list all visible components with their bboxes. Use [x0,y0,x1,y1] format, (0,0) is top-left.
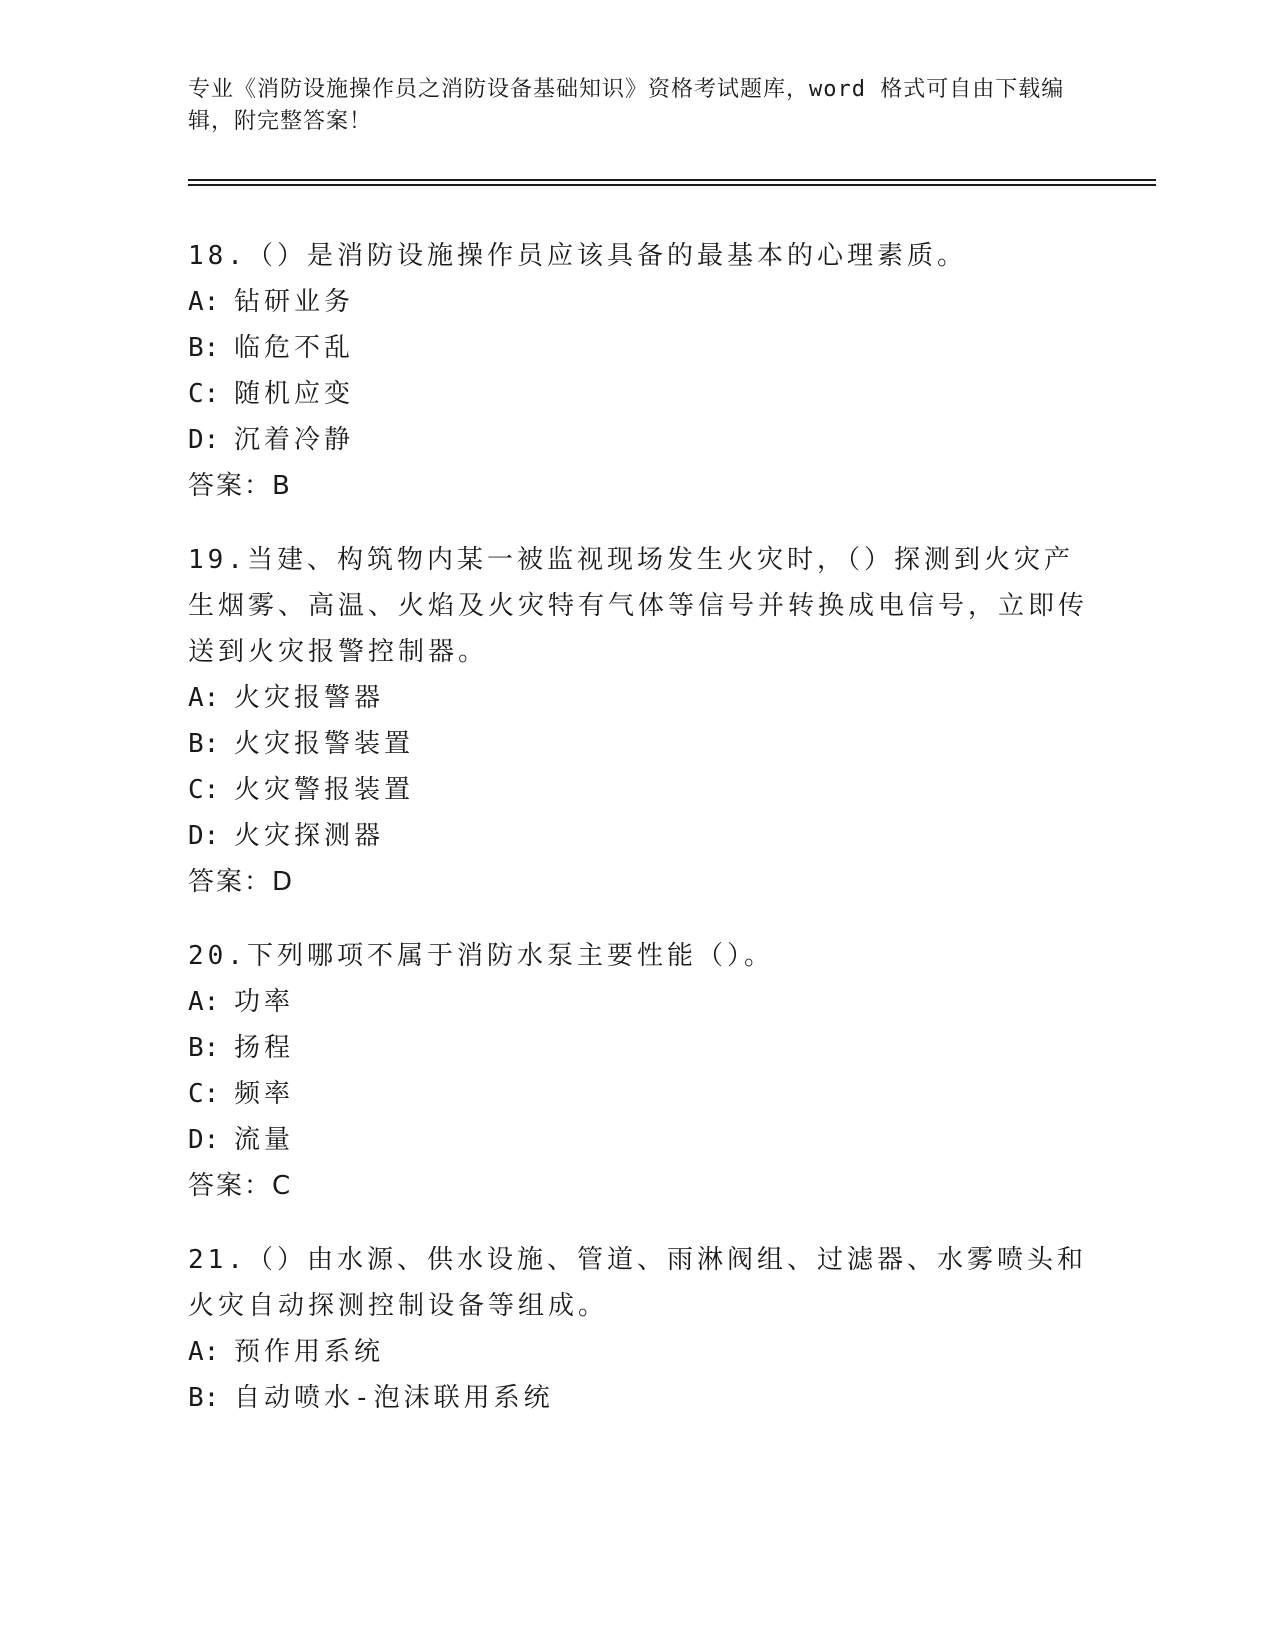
option-text: 火灾报警装置 [234,729,415,759]
option-text: 火灾报警器 [234,683,385,713]
answer-value: D [272,867,293,897]
option-key: A: [188,287,220,317]
option-key: A: [188,1337,220,1367]
option-text: 随机应变 [234,379,355,409]
option-text: 扬程 [234,1033,295,1063]
answer-value: C [272,1171,291,1201]
option-c [188,1071,1088,1117]
option-d [188,417,1088,463]
option-key: D: [188,425,220,455]
option-key: D: [188,1125,220,1155]
option-key: B: [188,729,220,759]
option-text: 钻研业务 [234,287,355,317]
option-c [188,371,1088,417]
answer-line [188,463,1088,509]
option-d [188,1117,1088,1163]
answer-label: 答案： [188,471,273,501]
option-a [188,675,1088,721]
option-b [188,1375,1088,1421]
option-key: C: [188,775,220,805]
option-b [188,325,1088,371]
option-text: 火灾探测器 [234,821,385,851]
answer-line [188,859,1088,905]
option-key: B: [188,333,220,363]
option-text: 临危不乱 [234,333,355,363]
option-key: A: [188,683,220,713]
option-text: 频率 [234,1079,295,1109]
option-text: 预作用系统 [234,1337,385,1367]
answer-line [188,1163,1088,1209]
answer-label: 答案： [188,867,273,897]
question-list [188,233,1088,1449]
question-stem: 20.下列哪项不属于消防水泵主要性能（）。 [188,941,774,971]
option-key: B: [188,1033,220,1063]
option-text: 沉着冷静 [234,425,355,455]
question-stem: 21.（）由水源、供水设施、管道、雨淋阀组、过滤器、水雾喷头和火灾自动探测控制设备等组成。 [188,1245,1087,1321]
option-a [188,1329,1088,1375]
answer-label: 答案： [188,1171,273,1201]
question-19 [188,537,1088,905]
option-text: 自动喷水-泡沫联用系统 [234,1383,554,1413]
option-key: C: [188,1079,220,1109]
option-b [188,721,1088,767]
option-b [188,1025,1088,1071]
question-stem: 19.当建、构筑物内某一被监视现场发生火灾时，（）探测到火灾产生烟雾、高温、火焰及火灾特有气体等信号并转换成电信号，立即传送到火灾报警控制器。 [188,545,1089,667]
option-key: B: [188,1383,220,1413]
option-key: D: [188,821,220,851]
header-divider-bottom [188,184,1156,186]
option-d [188,813,1088,859]
answer-value: B [272,471,290,501]
header-divider-top [188,179,1156,181]
option-text: 火灾警报装置 [234,775,415,805]
option-a [188,279,1088,325]
question-21 [188,1237,1088,1421]
question-20 [188,933,1088,1209]
option-a [188,979,1088,1025]
option-text: 功率 [234,987,295,1017]
option-key: C: [188,379,220,409]
document-header: 专业《消防设施操作员之消防设备基础知识》资格考试题库，word 格式可自由下载编辑，附完整答案！ [188,77,1065,134]
option-key: A: [188,987,220,1017]
question-stem: 18.（）是消防设施操作员应该具备的最基本的心理素质。 [188,241,967,271]
question-18 [188,233,1088,509]
option-c [188,767,1088,813]
option-text: 流量 [234,1125,295,1155]
